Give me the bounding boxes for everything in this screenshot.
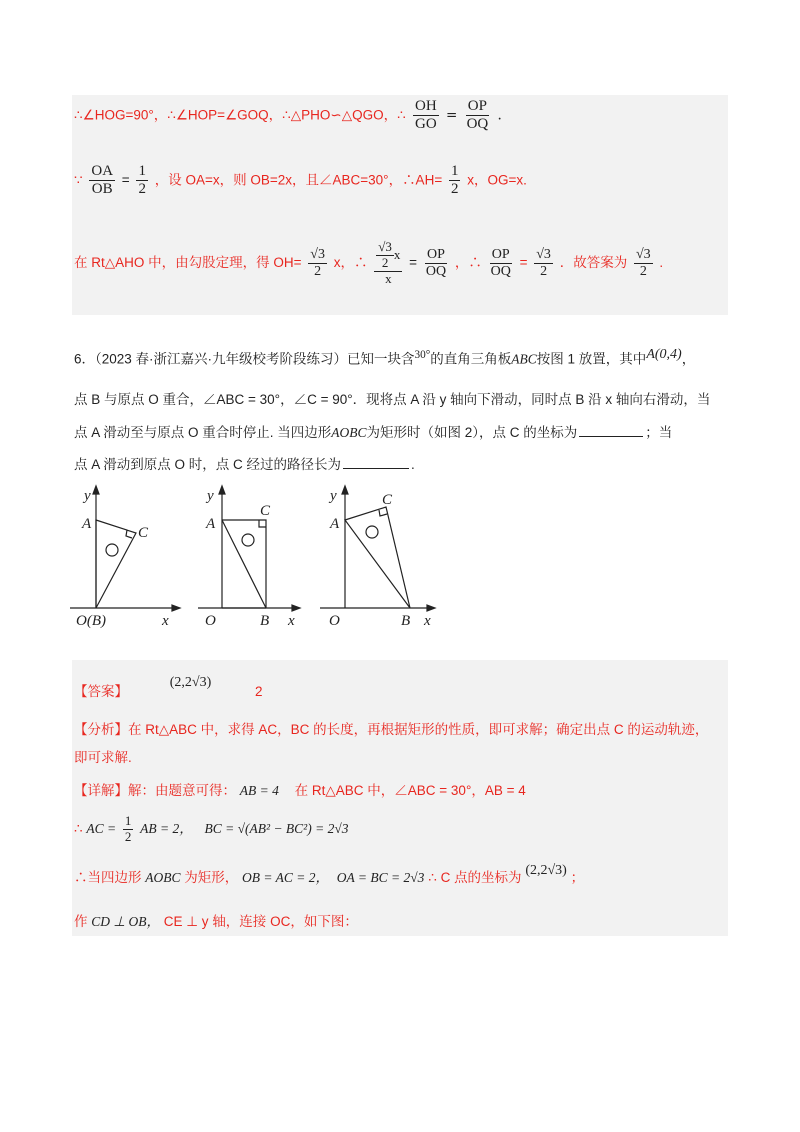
line2-mid: ，设 OA=x，则 OB=2x，且∠ABC=30°，∴AH= bbox=[154, 172, 443, 188]
frac-num: √3 bbox=[378, 239, 392, 254]
fraction-op-oq bbox=[465, 98, 491, 134]
line3-mid3: ．故答案为 bbox=[559, 254, 628, 270]
detail-line-1 bbox=[74, 779, 526, 799]
detail-text: 解：由题意可得： bbox=[128, 783, 236, 798]
detail-math: AB = 2， bbox=[140, 821, 193, 836]
analysis-text: 即可求解. bbox=[74, 750, 132, 765]
equals: = bbox=[519, 254, 528, 270]
fig3-x-label: x bbox=[424, 613, 431, 629]
frac-den: 2 bbox=[381, 254, 389, 270]
figures bbox=[0, 480, 800, 640]
frac-den: x bbox=[385, 270, 392, 286]
answer-label: 【答案】 bbox=[74, 684, 128, 699]
because-symbol: ∵ bbox=[74, 172, 83, 188]
q-text: 按图 1 放置，其中 bbox=[536, 351, 647, 367]
fraction-op-oq-2 bbox=[424, 247, 448, 280]
frac-den: OB bbox=[91, 181, 113, 198]
frac-num: OP bbox=[490, 247, 512, 264]
fig2-b-label: B bbox=[260, 613, 270, 629]
figure-2 bbox=[198, 486, 300, 611]
detail-text: ∴当四边形 bbox=[74, 870, 142, 885]
equals: = bbox=[409, 254, 418, 270]
analysis-text: 在 Rt△ABC 中，求得 AC，BC 的长度，再根据矩形的性质，即可求解；确定出点 C 的运动轨迹， bbox=[128, 722, 709, 737]
detail-math: AOBC bbox=[145, 870, 181, 885]
period: . bbox=[659, 254, 664, 270]
q-text: 为矩形时（如图 2），点 C 的坐标为 bbox=[366, 425, 578, 440]
q-triangle: ABC bbox=[511, 351, 537, 367]
frac-den: 2 bbox=[450, 181, 459, 198]
fraction-sqrt3-2b bbox=[534, 247, 553, 280]
period: . bbox=[497, 107, 502, 124]
q-text: ；当 bbox=[645, 425, 673, 440]
detail-math: AC = bbox=[86, 821, 117, 836]
frac-den: 2 bbox=[540, 263, 548, 279]
therefore-symbol: ∴ bbox=[74, 821, 83, 836]
frac-den: 2 bbox=[639, 263, 647, 279]
detail-text: 为矩形， bbox=[184, 870, 239, 885]
frac-den: OQ bbox=[425, 263, 447, 279]
fig2-y-label: y bbox=[207, 488, 214, 504]
answer-line bbox=[74, 670, 263, 699]
q-text: 点 A 滑动至与原点 O 重合时停止. 当四边形 bbox=[74, 425, 332, 440]
frac-den: OQ bbox=[466, 116, 489, 133]
frac-den: 2 bbox=[138, 181, 146, 198]
answer-blank-1[interactable] bbox=[579, 424, 643, 437]
frac-num: OP bbox=[466, 98, 489, 116]
detail-math: AB = 4 bbox=[239, 783, 279, 798]
fraction-half-3 bbox=[123, 814, 134, 845]
fig3-b-label: B bbox=[401, 613, 411, 629]
fig1-x-label: x bbox=[162, 613, 169, 629]
q-text: . bbox=[411, 457, 415, 472]
fig2-x-label: x bbox=[288, 613, 295, 629]
analysis-line-2 bbox=[74, 746, 132, 766]
figure-1 bbox=[70, 486, 180, 611]
q-rect: AOBC bbox=[331, 425, 367, 440]
frac-den: 2 bbox=[124, 828, 132, 844]
q-text: 6．（2023 春·浙江嘉兴·九年级校考阶段练习）已知一块含 bbox=[74, 351, 415, 367]
var-x: x bbox=[393, 246, 401, 262]
q-point-a: A(0,4) bbox=[646, 347, 682, 362]
question-line-2 bbox=[74, 385, 710, 415]
solution-line-1 bbox=[74, 98, 502, 134]
frac-den: GO bbox=[414, 116, 437, 133]
detail-math: BC = √(AB² − BC²) = 2√3 bbox=[204, 821, 349, 836]
detail-line-4 bbox=[74, 910, 358, 930]
q-angle: 30° bbox=[414, 349, 431, 361]
q-text: ， bbox=[681, 351, 696, 367]
frac-num: 1 bbox=[449, 163, 461, 181]
frac-num: OP bbox=[425, 247, 447, 264]
frac-num: √3 bbox=[534, 247, 553, 264]
detail-math: OB = AC = 2， bbox=[242, 870, 330, 885]
fraction-sqrt3-2 bbox=[308, 247, 327, 280]
fig2-c-label: C bbox=[260, 503, 271, 519]
fraction-op-oq-3 bbox=[489, 247, 513, 280]
complex-numerator bbox=[374, 240, 402, 272]
detail-math: OA = BC = 2√3 bbox=[336, 870, 425, 885]
line3-mid2: ，∴ bbox=[454, 254, 482, 270]
inner-fraction bbox=[376, 240, 394, 271]
fig1-y-label: y bbox=[84, 488, 91, 504]
frac-num: OA bbox=[89, 163, 115, 181]
detail-text: CE ⊥ y 轴，连接 OC，如下图： bbox=[163, 914, 358, 929]
question-line-4 bbox=[74, 450, 415, 480]
fig1-a-label: A bbox=[82, 516, 92, 532]
answer-2: 2 bbox=[255, 684, 263, 699]
frac-den: OQ bbox=[490, 263, 511, 279]
detail-text: 在 Rt△ABC 中，∠ABC = 30°，AB = 4 bbox=[294, 783, 526, 798]
frac-num: √3 bbox=[308, 247, 327, 264]
therefore-symbol: ∴ bbox=[428, 870, 437, 885]
analysis-line-1 bbox=[74, 718, 708, 738]
fig3-a-label: A bbox=[330, 516, 340, 532]
fig3-c-label: C bbox=[382, 492, 393, 508]
fraction-sqrt3-2c bbox=[634, 247, 653, 280]
detail-text: 作 bbox=[74, 914, 88, 929]
question-line-1 bbox=[74, 340, 695, 375]
solution-line-2 bbox=[74, 163, 527, 199]
detail-line-2 bbox=[74, 814, 349, 845]
analysis-label: 【分析】 bbox=[74, 722, 128, 737]
frac-den: 2 bbox=[314, 263, 322, 279]
q-text: 点 A 滑动到原点 O 时，点 C 经过的路径长为 bbox=[74, 457, 342, 472]
frac-num: √3 bbox=[634, 247, 653, 264]
line1-text: ∴∠HOG=90°，∴∠HOP=∠GOQ，∴△PHO∽△QGO，∴ bbox=[74, 107, 406, 123]
detail-line-3 bbox=[74, 863, 585, 887]
equals: = bbox=[121, 172, 130, 188]
fraction-half bbox=[136, 163, 148, 199]
question-line-3 bbox=[74, 418, 672, 448]
detail-math: (2,2√3) bbox=[525, 863, 567, 878]
fig1-ob-label: O(B) bbox=[76, 613, 106, 629]
fig3-o-label: O bbox=[329, 613, 340, 629]
line2-end: x，OG=x. bbox=[467, 172, 527, 188]
answer-blank-2[interactable] bbox=[343, 456, 409, 469]
figure-3 bbox=[320, 486, 435, 611]
line3-lead: 在 Rt△AHO 中，由勾股定理，得 OH= bbox=[74, 254, 302, 270]
frac-num: OH bbox=[413, 98, 439, 116]
equals: = bbox=[445, 107, 458, 124]
answer-1: (2,2√3) bbox=[169, 675, 212, 690]
fraction-half-2 bbox=[449, 163, 461, 199]
detail-text: ； bbox=[570, 870, 585, 885]
line3-mid1: x，∴ bbox=[333, 254, 368, 270]
fig2-a-label: A bbox=[206, 516, 216, 532]
fig3-y-label: y bbox=[330, 488, 337, 504]
fig1-c-label: C bbox=[138, 525, 149, 541]
frac-num: 1 bbox=[124, 813, 132, 828]
detail-label: 【详解】 bbox=[74, 783, 128, 798]
q-text: 的直角三角板 bbox=[430, 351, 512, 367]
detail-text: C 点的坐标为 bbox=[440, 870, 522, 885]
detail-math: CD ⊥ OB， bbox=[91, 914, 161, 929]
fraction-oa-ob bbox=[89, 163, 115, 199]
fraction-oh-go bbox=[413, 98, 439, 134]
q-text: 点 B 与原点 O 重合，∠ABC = 30°，∠C = 90°．现将点 A 沿 y 轴向下滑动，同时点 B 沿 x 轴向右滑动，当 bbox=[74, 392, 711, 407]
frac-num: 1 bbox=[136, 163, 148, 181]
fraction-complex bbox=[374, 240, 402, 287]
fig2-o-label: O bbox=[205, 613, 216, 629]
solution-line-3 bbox=[74, 240, 663, 287]
